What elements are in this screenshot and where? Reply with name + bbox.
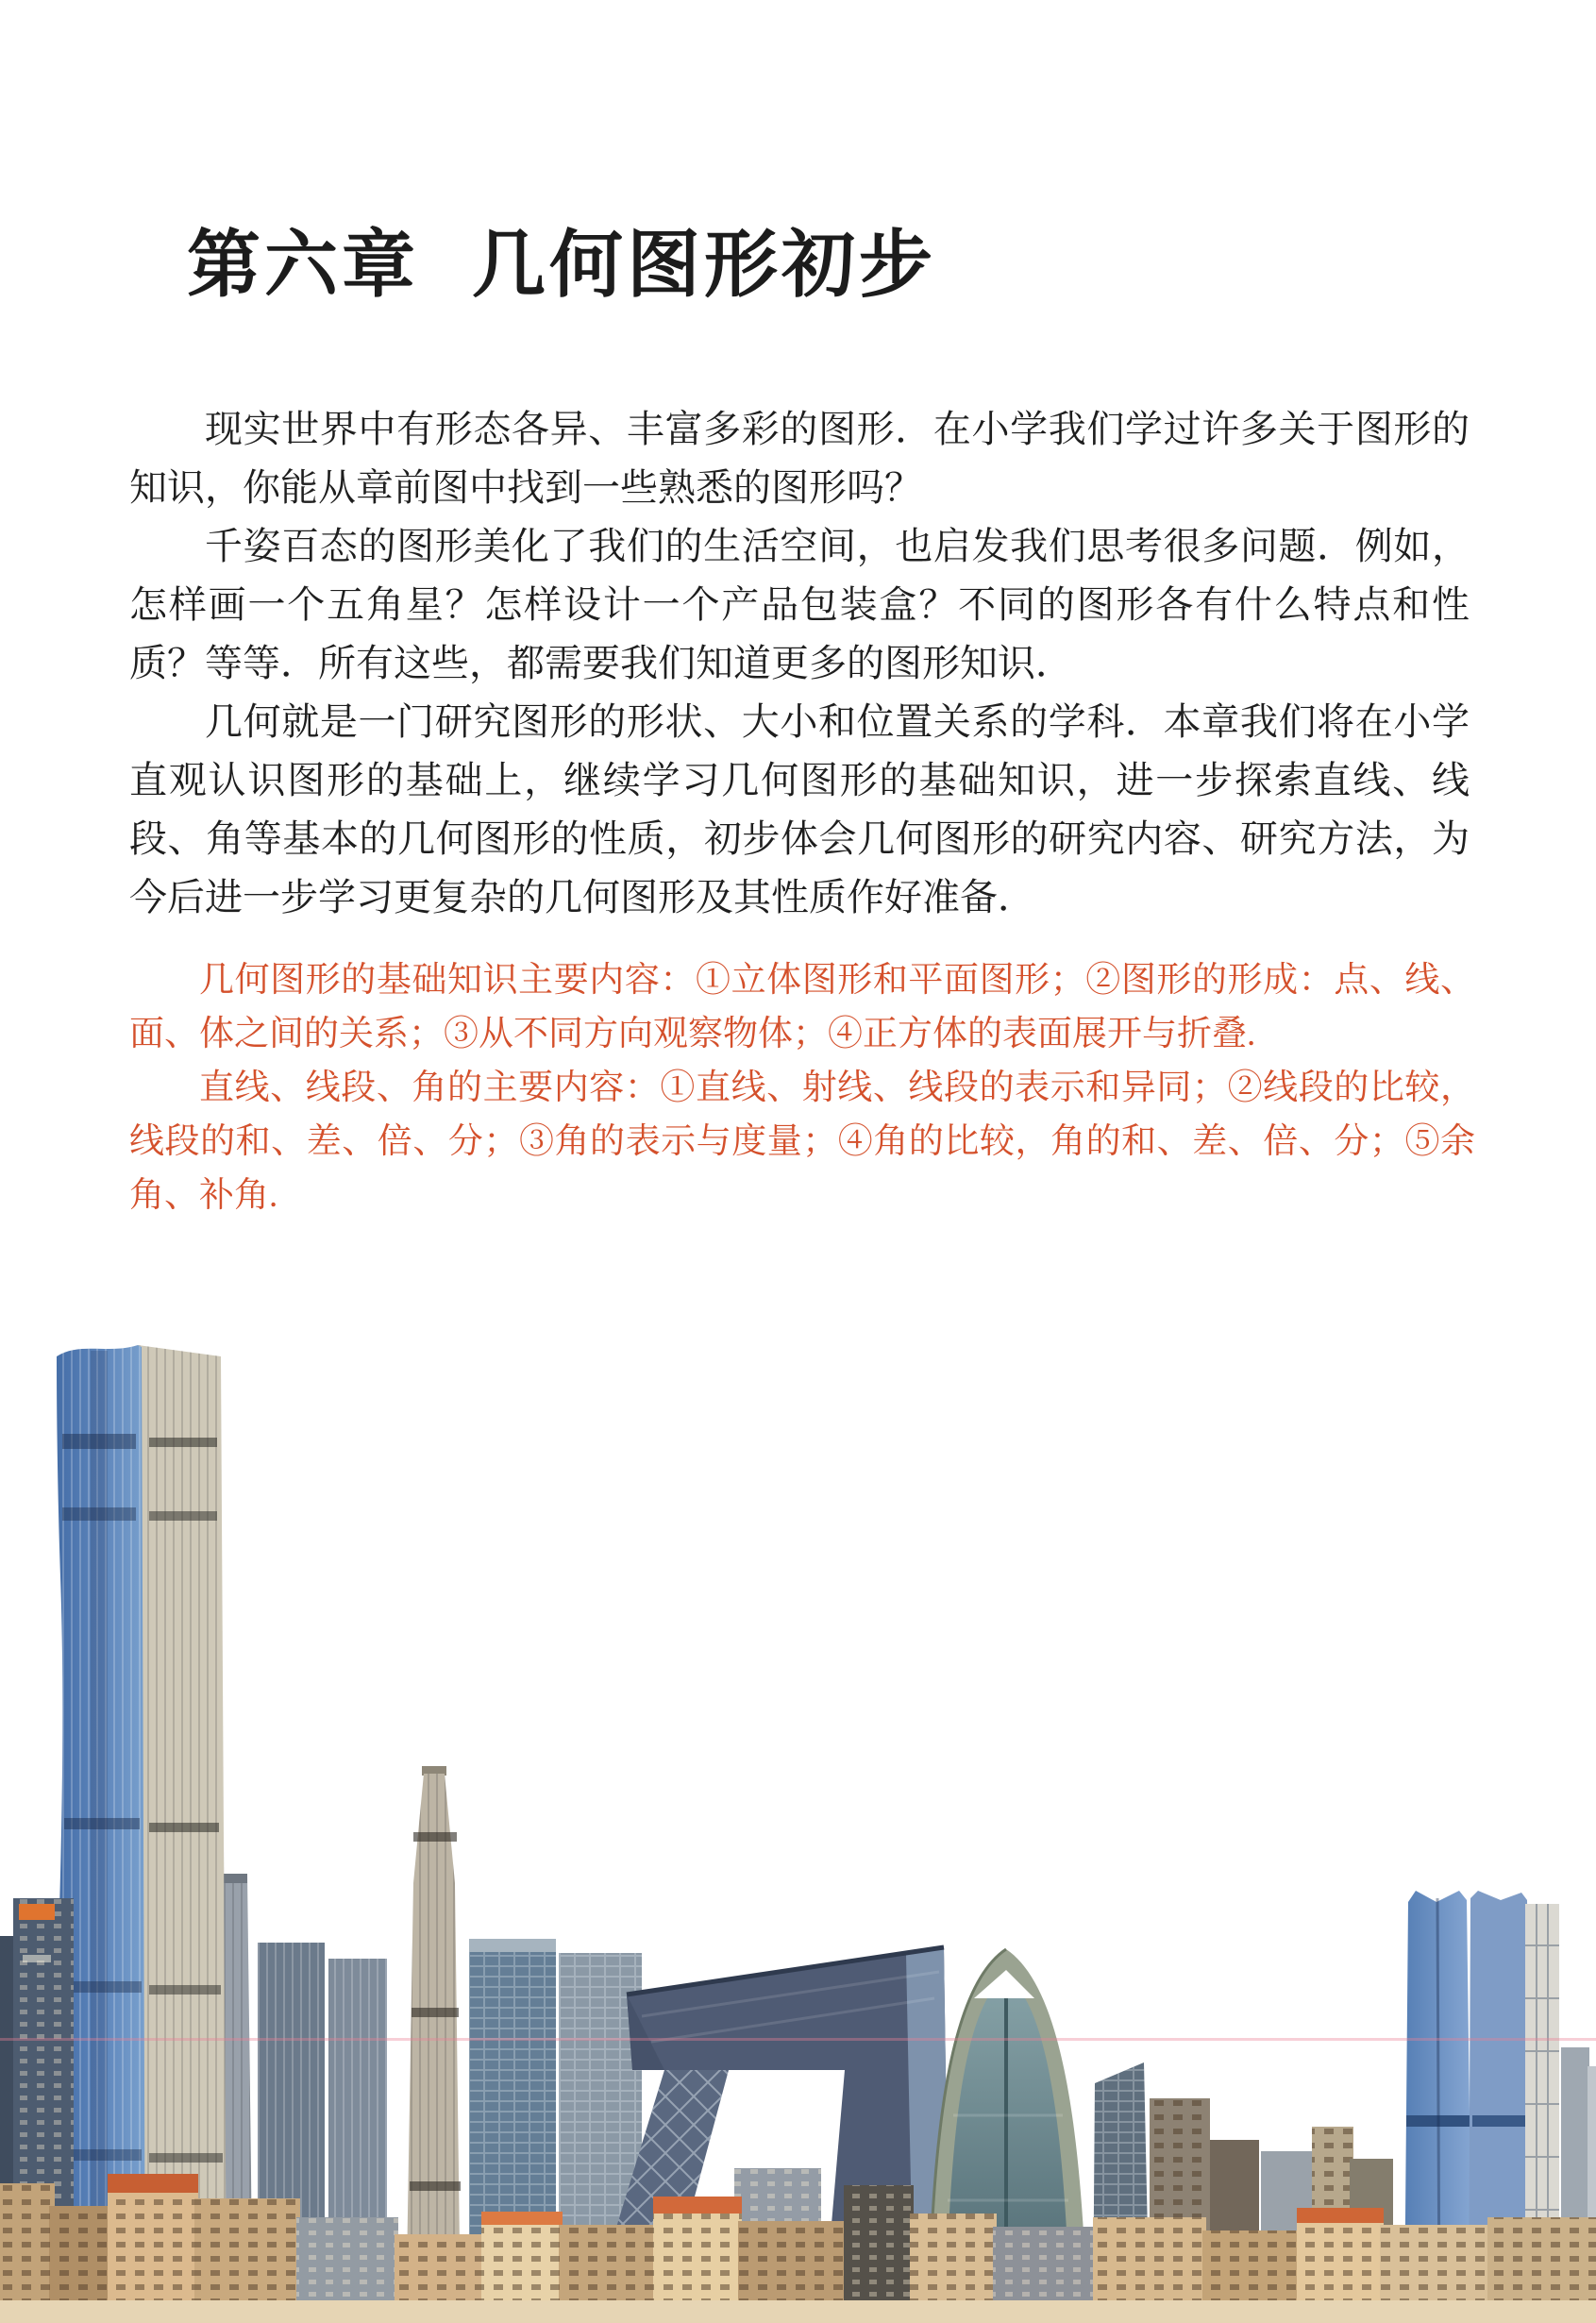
chapter-name: 几何图形初步 — [472, 223, 937, 306]
intro-text — [129, 400, 1470, 927]
intro-paragraph: 几何就是一门研究图形的形状、大小和位置关系的学科．本章我们将在小学直观认识图形的基础上，继续学习几何图形的基础知识，进一步探索直线、线段、角等基本的几何图形的性质，初步体会几何图形的研究内容、研究方法，为今后进一步学习更复杂的几何图形及其性质作好准备． — [129, 700, 1470, 918]
intro-paragraph: 千姿百态的图形美化了我们的生活空间，也启发我们思考很多问题．例如，怎样画一个五角星？怎样设计一个产品包装盒？不同的图形各有什么特点和性质？等等．所有这些，都需要我们知道更多的图形知识． — [129, 525, 1470, 684]
note-paragraph: 几何图形的基础知识主要内容：①立体图形和平面图形；②图形的形成：点、线、面、体之间的关系；③从不同方向观察物体；④正方体的表面展开与折叠. — [129, 961, 1475, 1053]
note-paragraph: 直线、线段、角的主要内容：①直线、射线、线段的表示和异同；②线段的比较，线段的和、差、倍、分；③角的表示与度量；④角的比较，角的和、差、倍、分；⑤余角、补角. — [129, 1069, 1475, 1215]
skyline-photo — [0, 1332, 1596, 2323]
chapter-number: 第六章 — [187, 223, 420, 306]
scan-artifact-line — [0, 2038, 1596, 2041]
handwritten-notes — [129, 953, 1475, 1222]
intro-paragraph: 现实世界中有形态各异、丰富多彩的图形．在小学我们学过许多关于图形的知识，你能从章前图中找到一些熟悉的图形吗？ — [129, 408, 1470, 509]
page-title — [187, 206, 936, 311]
